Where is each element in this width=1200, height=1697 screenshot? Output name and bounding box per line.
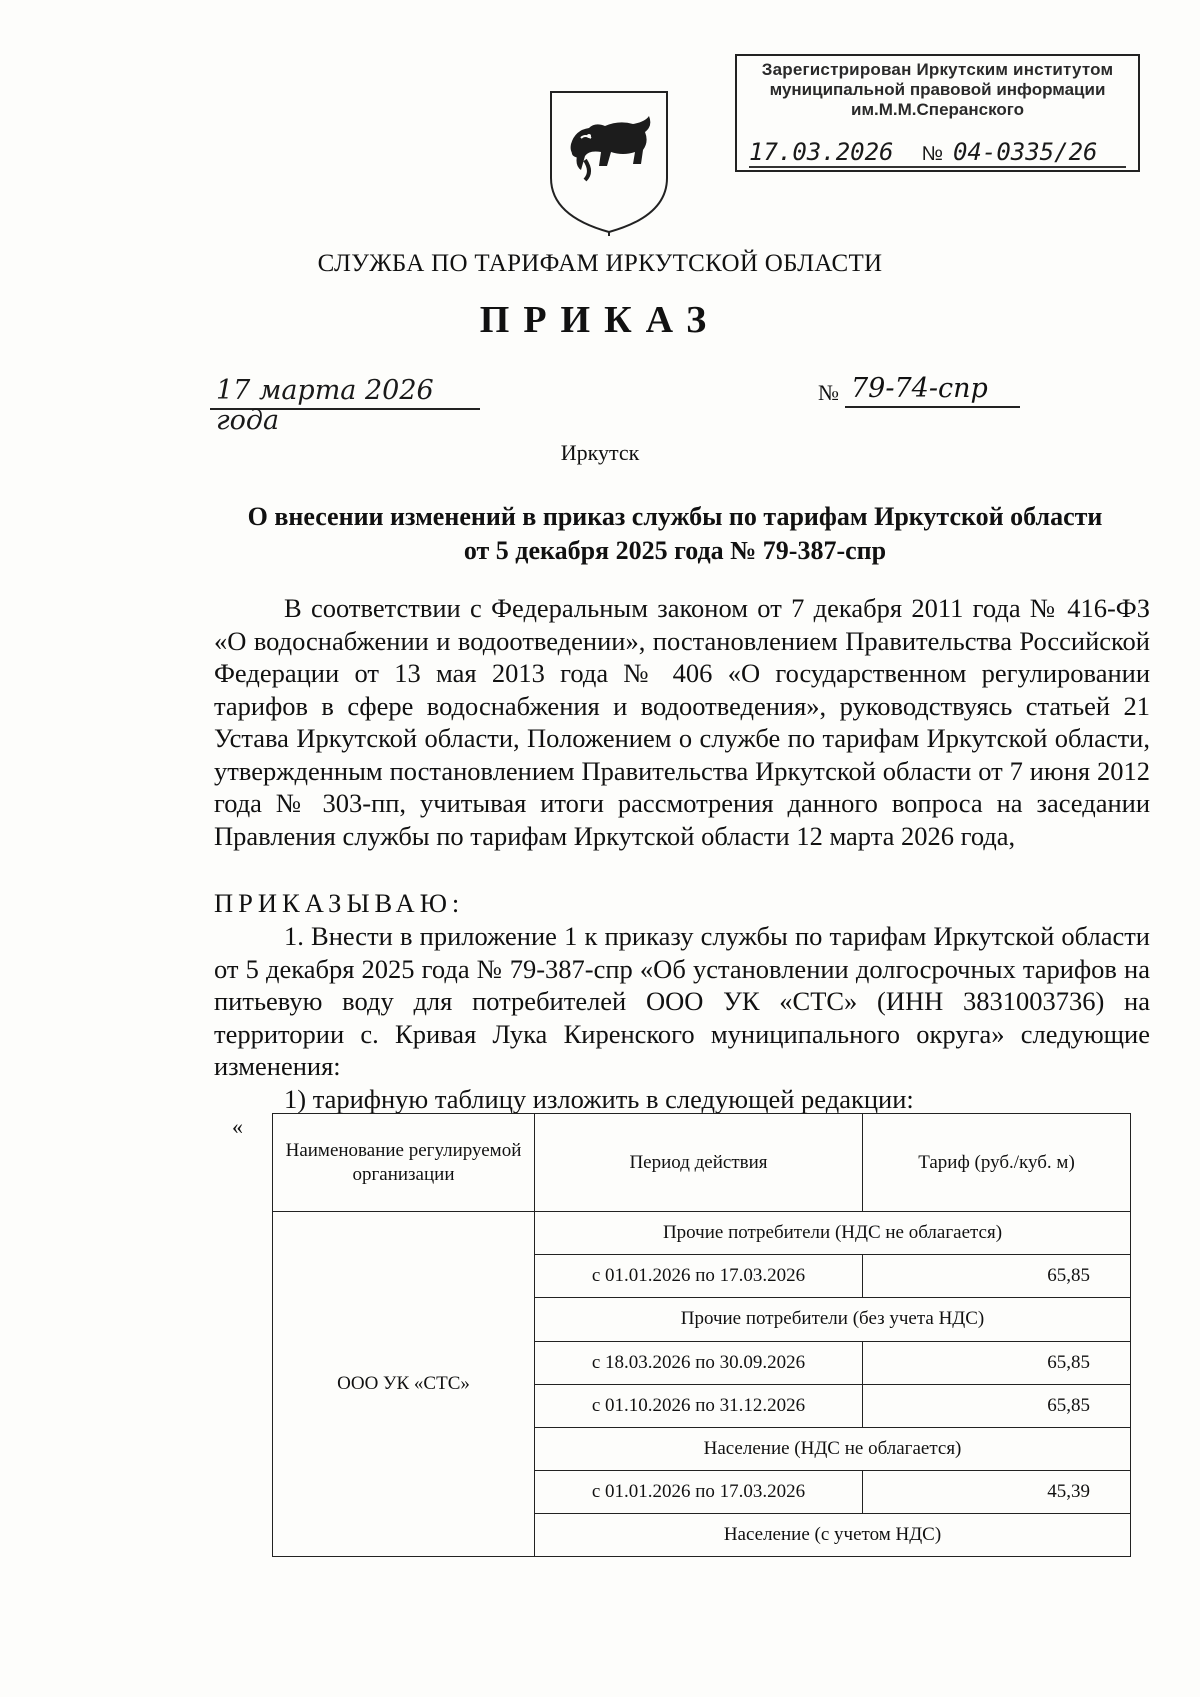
header-tariff: Тариф (руб./куб. м) [863,1114,1131,1212]
coat-of-arms-emblem [545,86,673,236]
tariff-cell: 65,85 [863,1341,1131,1384]
agency-name: СЛУЖБА ПО ТАРИФАМ ИРКУТСКОЙ ОБЛАСТИ [317,250,883,277]
stamp-line-1: Зарегистрирован Иркутским институтом [761,60,1114,79]
group-heading: Население (с учетом НДС) [535,1513,1131,1556]
table-header-row [273,1114,1131,1212]
header-organization: Наименование регулируемой организации [273,1114,535,1212]
group-heading: Население (НДС не облагается) [535,1427,1131,1470]
stamp-reg-number: 04-0335/26 [952,138,1098,166]
preamble-paragraph: В соответствии с Федеральным законом от 7 декабря 2011 года № 416-ФЗ «О водоснабжении и водоотведении», постановлением Правительства Российской Федерации от 13 мая 2013 года № 406 «О государственном регулировании тарифов в сфере водоснабжения и водоотведения», руководствуясь статьей 21 Устава Иркутской области, Положением о службе по тарифам Иркутской области, утвержденным постановлением Правительства Иркутской области от 7 июня 2012 года № 303-пп, учитывая итоги рассмотрения данного вопроса на заседании Правления службы по тарифам Иркутской области 12 марта 2026 года, [214,593,1150,851]
stamp-line-3: им.М.М.Сперанского [851,100,1024,119]
order-number-label: № [818,380,839,405]
handwritten-order-date: 17 марта 2026 года [210,376,480,410]
title-line-2: от 5 декабря 2025 года № 79-387-спр [463,536,887,565]
header-period: Период действия [535,1114,863,1212]
period-cell: с 18.03.2026 по 30.09.2026 [535,1341,863,1384]
period-cell: с 01.01.2026 по 17.03.2026 [535,1470,863,1513]
item-1-subitem-1: 1) тарифную таблицу изложить в следующей редакции: [284,1084,914,1114]
tariff-table [272,1113,1131,1557]
document-type-heading: ПРИКАЗ [479,299,721,341]
table-row [273,1212,1131,1255]
city-name: Иркутск [560,440,640,465]
tariff-cell: 65,85 [863,1384,1131,1427]
stamp-line-2: муниципальной правовой информации [769,80,1106,99]
document-title [200,500,1150,568]
tariff-cell: 65,85 [863,1255,1131,1298]
period-cell: с 01.01.2026 по 17.03.2026 [535,1255,863,1298]
decree-word: ПРИКАЗЫВАЮ: [214,888,465,918]
organization-cell: ООО УК «СТС» [273,1212,535,1557]
handwritten-order-number: 79-74-спр [845,374,1020,408]
stamp-registration-line [749,138,1126,168]
group-heading: Прочие потребители (НДС не облагается) [535,1212,1131,1255]
opening-quote-mark: « [232,1114,243,1139]
tariff-cell: 45,39 [863,1470,1131,1513]
stamp-reg-date: 17.03.2026 [749,138,894,166]
registration-stamp [735,54,1140,172]
period-cell: с 01.10.2026 по 31.12.2026 [535,1384,863,1427]
stamp-number-label: № [921,143,943,165]
title-line-1: О внесении изменений в приказ службы по тарифам Иркутской области [247,502,1103,531]
group-heading: Прочие потребители (без учета НДС) [535,1298,1131,1341]
item-1-paragraph: 1. Внести в приложение 1 к приказу службы по тарифам Иркутской области от 5 декабря 2025 года № 79-387-спр «Об установлении долгосрочных тарифов на питьевую воду для потребителей ООО УК «СТС» (ИНН 3831003736) на территории с. Кривая Лука Киренского муниципального округа» следующие изменения: [214,921,1150,1081]
